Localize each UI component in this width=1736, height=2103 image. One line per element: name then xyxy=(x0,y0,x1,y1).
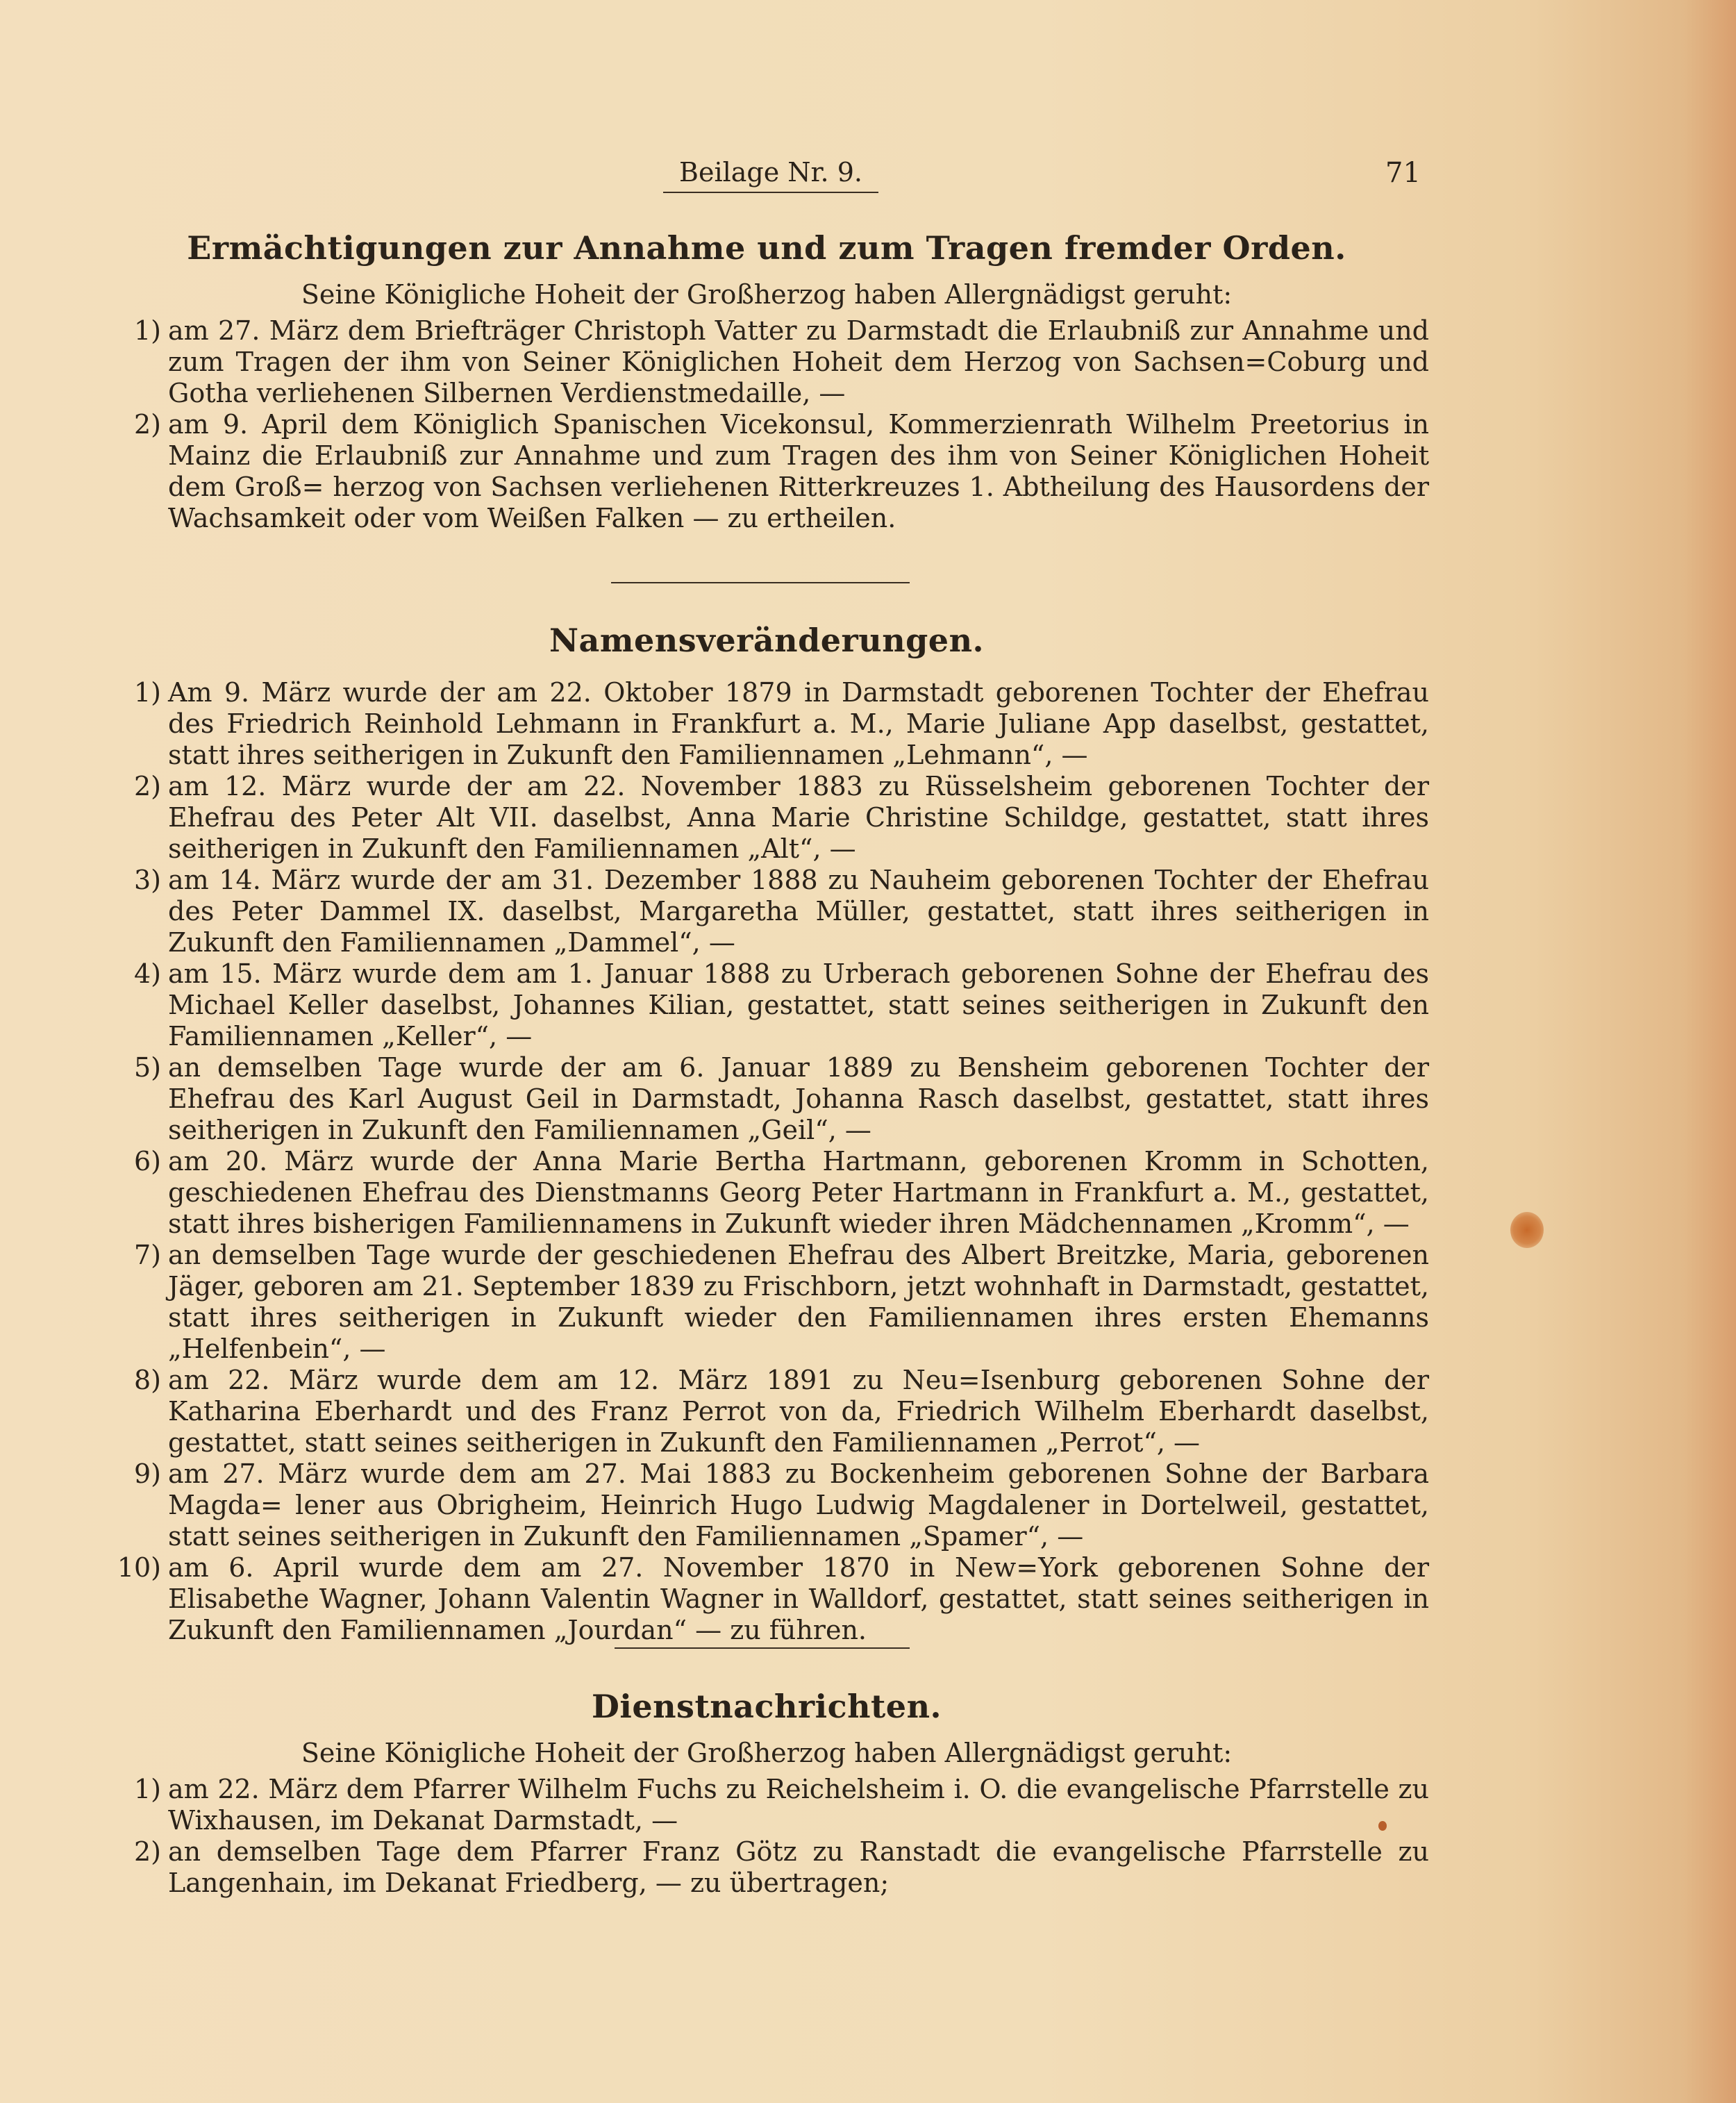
list-item xyxy=(104,677,1429,771)
list-item xyxy=(104,1240,1429,1365)
item-number: 4) xyxy=(133,958,161,989)
header-underline xyxy=(663,192,878,193)
item-text: am 22. März wurde dem am 12. März 1891 zu Neu=Isenburg geborenen Sohne der Katharina Eberhardt und des Franz Perrot von da, Friedrich Wilhelm Eberhardt daselbst, gestattet, statt seines seitherigen in Zukunft den Familiennamen „Perrot“, — xyxy=(168,1365,1429,1458)
list-item xyxy=(104,1774,1429,1836)
item-text: an demselben Tage dem Pfarrer Franz Götz zu Ranstadt die evangelische Pfarrstelle zu Langenhain, im Dekanat Friedberg, — zu übertragen; xyxy=(168,1836,1429,1898)
item-number: 1) xyxy=(133,315,161,346)
item-text: am 14. März wurde der am 31. Dezember 1888 zu Nauheim geborenen Tochter der Ehefrau des Peter Dammel IX. daselbst, Margaretha Müller, gestattet, statt ihres seitherigen in Zukunft den Familiennamen „Dammel“, — xyxy=(168,865,1429,958)
item-number: 2) xyxy=(133,1836,161,1867)
item-text: am 27. März wurde dem am 27. Mai 1883 zu Bockenheim geborenen Sohne der Barbara Magda= lener aus Obrigheim, Heinrich Hugo Ludwig Magdalener in Dortelweil, gestattet, statt seines seitherigen in Zukunft den Familiennamen „Spamer“, — xyxy=(168,1458,1429,1552)
supplement-title: Beilage Nr. 9. xyxy=(679,157,862,188)
list-item xyxy=(104,865,1429,958)
item-number: 3) xyxy=(133,865,161,895)
item-text: am 9. April dem Königlich Spanischen Vicekonsul, Kommerzienrath Wilhelm Preetorius in Mainz die Erlaubniß zur Annahme und zum Tragen des ihm von Seiner Königlichen Hoheit dem Groß= herzog von Sachsen verliehenen Ritterkreuzes 1. Abtheilung des Hausordens der Wachsamkeit oder vom Weißen Falken — zu ertheilen. xyxy=(168,409,1429,533)
list-item xyxy=(104,1552,1429,1646)
item-number: 1) xyxy=(133,1774,161,1804)
ink-spot xyxy=(1378,1821,1387,1831)
page-header xyxy=(0,154,1736,196)
list-item xyxy=(104,1458,1429,1552)
item-number: 1) xyxy=(133,677,161,708)
section-heading-name-changes: Namensveränderungen. xyxy=(549,622,985,659)
section-divider xyxy=(611,582,910,583)
section-heading-service-news: Dienstnachrichten. xyxy=(591,1688,942,1725)
item-text: am 6. April wurde dem am 27. November 1870 in New=York geborenen Sohne der Elisabethe Wagner, Johann Valentin Wagner in Walldorf, gestattet, statt seines seitherigen in Zukunft den Familiennamen „Jourdan“ — zu führen. xyxy=(168,1552,1429,1645)
item-text: am 12. März wurde der am 22. November 1883 zu Rüsselsheim geborenen Tochter der Ehefrau des Peter Alt VII. daselbst, Anna Marie Christine Schildge, gestattet, statt ihres seitherigen in Zukunft den Familiennamen „Alt“, — xyxy=(168,771,1429,864)
item-text: am 15. März wurde dem am 1. Januar 1888 zu Urberach geborenen Sohne der Ehefrau des Michael Keller daselbst, Johannes Kilian, gestattet, statt seines seitherigen in Zukunft den Familiennamen „Keller“, — xyxy=(168,958,1429,1052)
list-item xyxy=(104,958,1429,1052)
section-divider xyxy=(615,1647,910,1649)
item-number: 10) xyxy=(117,1552,161,1583)
item-number: 8) xyxy=(133,1365,161,1395)
list-item xyxy=(104,1365,1429,1458)
section-name-changes xyxy=(104,622,1429,1646)
item-text: an demselben Tage wurde der geschiedenen Ehefrau des Albert Breitzke, Maria, geborenen Jäger, geboren am 21. September 1839 zu Frischborn, jetzt wohnhaft in Darmstadt, gestattet, statt ihres seitherigen in Zukunft wieder den Familiennamen ihres ersten Ehemanns „Helfenbein“, — xyxy=(168,1240,1429,1364)
item-text: am 27. März dem Briefträger Christoph Vatter zu Darmstadt die Erlaubniß zur Annahme und zum Tragen der ihm von Seiner Königlichen Hoheit dem Herzog von Sachsen=Coburg und Gotha verliehenen Silbernen Verdienstmedaille, — xyxy=(168,315,1429,408)
section-orders xyxy=(104,229,1429,534)
item-text: Am 9. März wurde der am 22. Oktober 1879 in Darmstadt geborenen Tochter der Ehefrau des Friedrich Reinhold Lehmann in Frankfurt a. M., Marie Juliane App daselbst, gestattet, statt ihres seitherigen in Zukunft den Familiennamen „Lehmann“, — xyxy=(168,677,1429,770)
item-number: 9) xyxy=(133,1458,161,1489)
paper-stain xyxy=(1510,1212,1544,1248)
item-text: am 20. März wurde der Anna Marie Bertha Hartmann, geborenen Kromm in Schotten, geschiedenen Ehefrau des Dienstmanns Georg Peter Hartmann in Frankfurt a. M., gestattet, statt ihres bisherigen Familiennamens in Zukunft wieder ihren Mädchennamen „Kromm“, — xyxy=(168,1146,1429,1239)
item-number: 2) xyxy=(133,409,161,440)
list-item xyxy=(104,1052,1429,1146)
list-item xyxy=(104,409,1429,534)
section-intro-service-news: Seine Königliche Hoheit der Großherzog haben Allergnädigst geruht: xyxy=(301,1738,1233,1768)
section-heading-orders: Ermächtigungen zur Annahme und zum Tragen fremder Orden. xyxy=(187,229,1346,267)
item-text: am 22. März dem Pfarrer Wilhelm Fuchs zu Reichelsheim i. O. die evangelische Pfarrstelle zu Wixhausen, im Dekanat Darmstadt, — xyxy=(168,1774,1429,1836)
item-number: 2) xyxy=(133,771,161,801)
list-item xyxy=(104,1146,1429,1240)
list-item xyxy=(104,771,1429,865)
section-intro-orders: Seine Königliche Hoheit der Großherzog haben Allergnädigst geruht: xyxy=(301,279,1233,310)
page-number: 71 xyxy=(1385,157,1421,189)
section-service-news xyxy=(104,1688,1429,1899)
item-text: an demselben Tage wurde der am 6. Januar 1889 zu Bensheim geborenen Tochter der Ehefrau des Karl August Geil in Darmstadt, Johanna Rasch daselbst, gestattet, statt ihres seitherigen in Zukunft den Familiennamen „Geil“, — xyxy=(168,1052,1429,1145)
item-number: 7) xyxy=(133,1240,161,1270)
item-number: 5) xyxy=(133,1052,161,1083)
item-number: 6) xyxy=(133,1146,161,1177)
list-item xyxy=(104,315,1429,409)
list-item xyxy=(104,1836,1429,1899)
